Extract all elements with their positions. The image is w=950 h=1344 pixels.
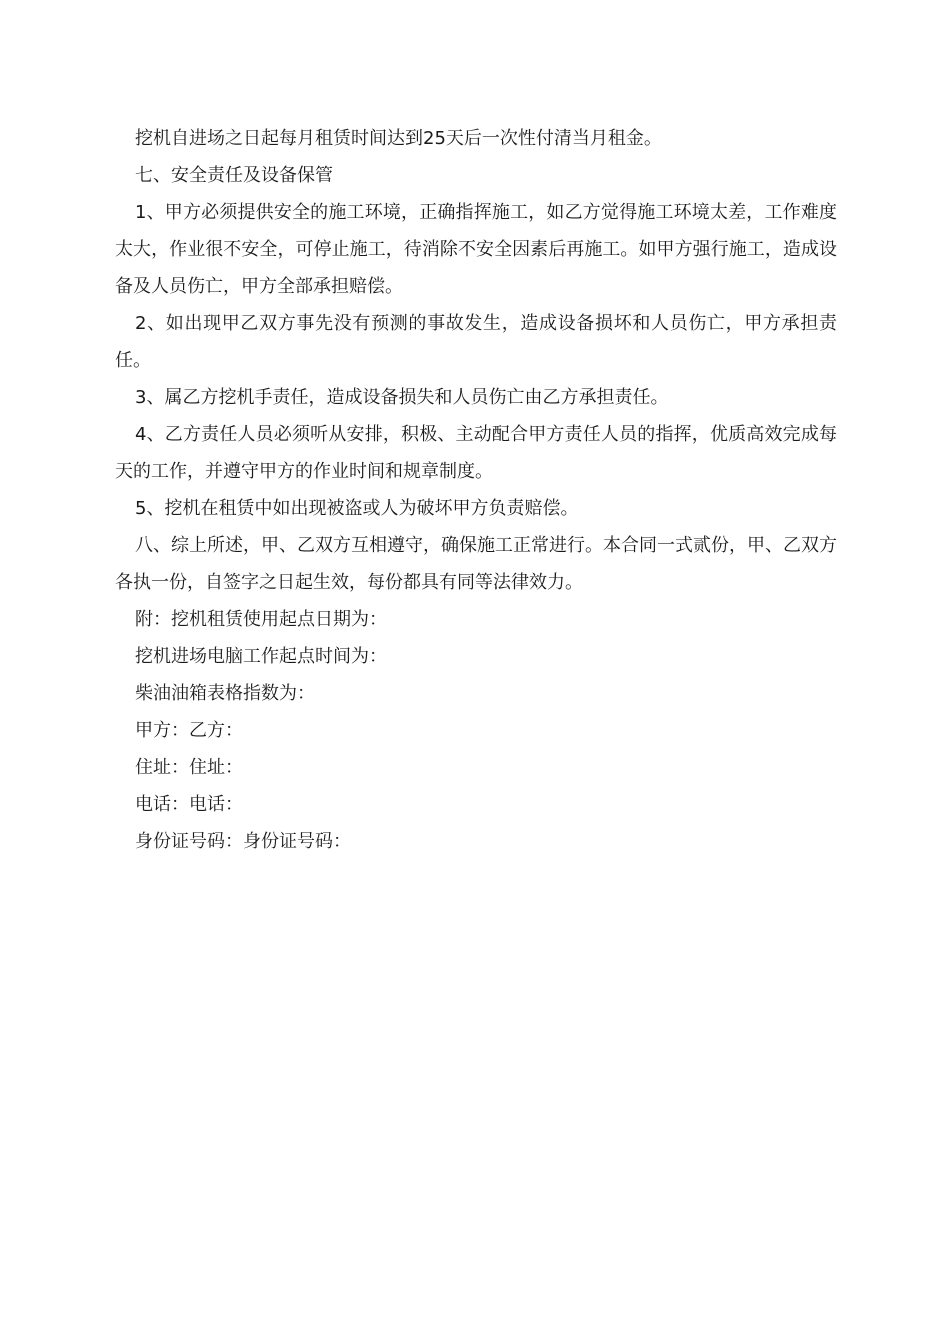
signature-parties: 甲方：乙方： — [135, 720, 243, 741]
clause-5: 5、挖机在租赁中如出现被盗或人为破坏甲方负责赔偿。 — [135, 498, 579, 519]
paragraph-rent-payment: 挖机自进场之日起每月租赁时间达到25天后一次性付清当月租金。 — [135, 128, 662, 149]
section-heading-safety: 七、安全责任及设备保管 — [135, 165, 333, 186]
appendix-start-date: 附：挖机租赁使用起点日期为： — [135, 609, 387, 630]
signature-address: 住址：住址： — [135, 757, 243, 778]
signature-id-number: 身份证号码：身份证号码： — [135, 831, 351, 852]
clause-2: 2、如出现甲乙双方事先没有预测的事故发生，造成设备损坏和人员伤亡，甲方承担责任。 — [115, 313, 837, 371]
section-8-summary: 八、综上所述，甲、乙双方互相遵守，确保施工正常进行。本合同一式贰份，甲、乙双方各执一份，自签字之日起生效，每份都具有同等法律效力。 — [115, 535, 837, 593]
clause-1: 1、甲方必须提供安全的施工环境，正确指挥施工，如乙方觉得施工环境太差，工作难度太大，作业很不安全，可停止施工，待消除不安全因素后再施工。如甲方强行施工，造成设备及人员伤亡，甲方全部承担赔偿。 — [115, 202, 837, 297]
signature-phone: 电话：电话： — [135, 794, 243, 815]
appendix-start-time: 挖机进场电脑工作起点时间为： — [135, 646, 387, 667]
appendix-diesel-index: 柴油油箱表格指数为： — [135, 683, 315, 704]
document-body — [115, 120, 837, 860]
clause-4: 4、乙方责任人员必须听从安排，积极、主动配合甲方责任人员的指挥，优质高效完成每天的工作，并遵守甲方的作业时间和规章制度。 — [115, 424, 837, 482]
clause-3: 3、属乙方挖机手责任，造成设备损失和人员伤亡由乙方承担责任。 — [135, 387, 669, 408]
